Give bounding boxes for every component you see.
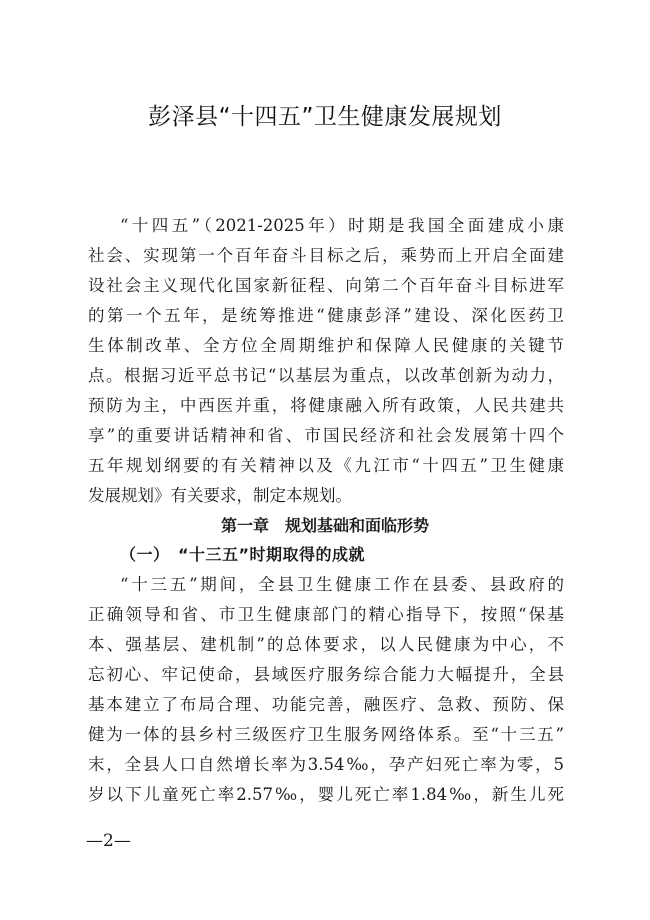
paragraph-line: 生体制改革、全方位全周期维护和保障人民健康的关键节 bbox=[88, 336, 564, 355]
paragraph-line: 正确领导和省、市卫生健康部门的精心指导下，按照“保基 bbox=[88, 605, 564, 624]
paragraph-line: 基本建立了布局合理、功能完善，融医疗、急救、预防、保 bbox=[88, 695, 564, 714]
paragraph-line: 设社会主义现代化国家新征程、向第二个百年奋斗目标进军 bbox=[88, 276, 564, 295]
paragraph-line: 岁以下儿童死亡率2.57‰，婴儿死亡率1.84‰，新生儿死 bbox=[88, 785, 564, 804]
page-number: —2— bbox=[86, 831, 131, 851]
paragraph-line: 预防为主，中西医并重，将健康融入所有政策，人民共建共 bbox=[88, 396, 564, 415]
paragraph-line: 享”的重要讲话精神和省、市国民经济和社会发展第十四个 bbox=[88, 426, 564, 445]
paragraph-line: 社会、实现第一个百年奋斗目标之后，乘势而上开启全面建 bbox=[88, 246, 564, 265]
paragraph-line: 发展规划》有关要求，制定本规划。 bbox=[88, 486, 352, 505]
paragraph-line: 点。根据习近平总书记“以基层为重点，以改革创新为动力， bbox=[88, 366, 564, 385]
document-title: 彭泽县“十四五”卫生健康发展规划 bbox=[148, 104, 502, 130]
section-heading: （一） “十三五”时期取得的成就 bbox=[120, 545, 366, 564]
paragraph-line: “十三五”期间，全县卫生健康工作在县委、县政府的 bbox=[120, 575, 564, 594]
paragraph-line: “十四五”（2021-2025年）时期是我国全面建成小康 bbox=[120, 216, 564, 235]
paragraph-line: 忘初心、牢记使命，县域医疗服务综合能力大幅提升，全县 bbox=[88, 665, 564, 684]
paragraph-line: 五年规划纲要的有关精神以及《九江市“十四五”卫生健康 bbox=[88, 456, 564, 475]
paragraph-line: 本、强基层、建机制”的总体要求，以人民健康为中心，不 bbox=[88, 635, 564, 654]
chapter-heading: 第一章 规划基础和面临形势 bbox=[220, 516, 429, 535]
paragraph-line: 的第一个五年，是统筹推进“健康彭泽”建设、深化医药卫 bbox=[88, 306, 564, 325]
paragraph-line: 末，全县人口自然增长率为3.54‰，孕产妇死亡率为零，5 bbox=[88, 755, 564, 774]
paragraph-line: 健为一体的县乡村三级医疗卫生服务网络体系。至“十三五” bbox=[88, 725, 564, 744]
